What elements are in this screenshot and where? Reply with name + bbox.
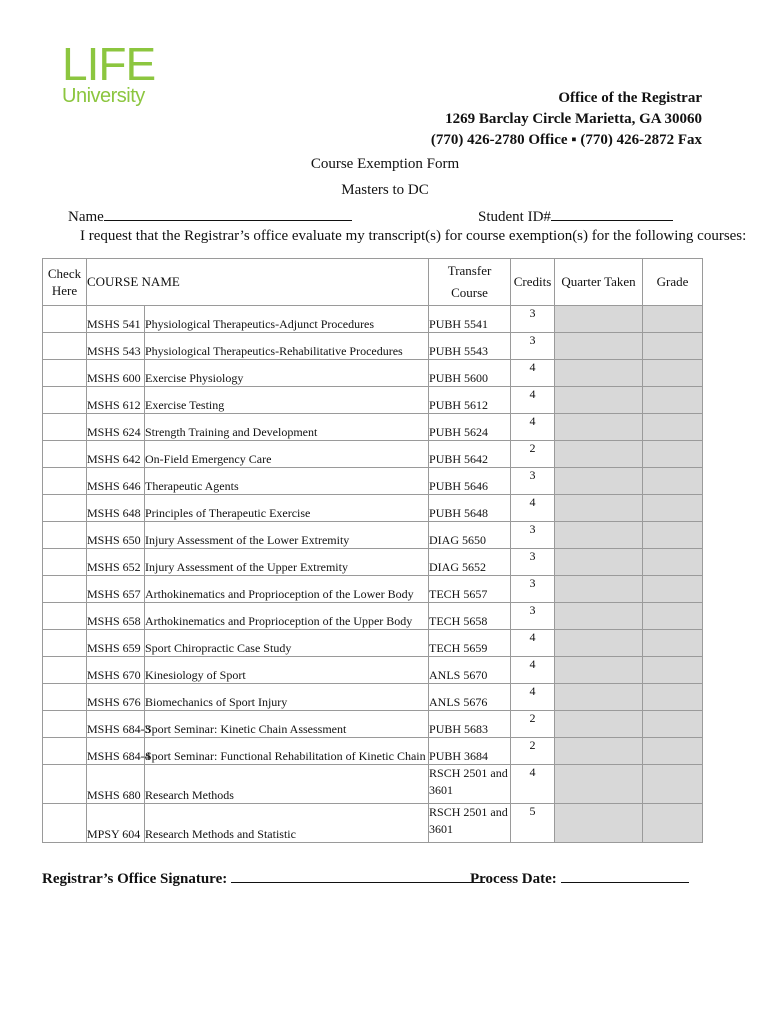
- check-cell[interactable]: [43, 657, 87, 684]
- quarter-taken-cell[interactable]: [555, 765, 643, 804]
- course-code: MSHS 657: [87, 576, 145, 603]
- transfer-course: ANLS 5670: [429, 657, 511, 684]
- course-code: MSHS 676: [87, 684, 145, 711]
- course-title: Injury Assessment of the Upper Extremity: [145, 549, 429, 576]
- check-cell[interactable]: [43, 495, 87, 522]
- credits-value: 3: [511, 468, 555, 495]
- transfer-course: PUBH 5648: [429, 495, 511, 522]
- transfer-course: DIAG 5652: [429, 549, 511, 576]
- transfer-course: TECH 5659: [429, 630, 511, 657]
- table-row: [43, 630, 703, 657]
- transfer-course: PUBH 5646: [429, 468, 511, 495]
- course-title: On-Field Emergency Care: [145, 441, 429, 468]
- table-header-row: [43, 259, 703, 306]
- transfer-course: PUBH 5683: [429, 711, 511, 738]
- quarter-taken-cell[interactable]: [555, 306, 643, 333]
- process-date-underline[interactable]: [561, 868, 689, 883]
- credits-value: 4: [511, 630, 555, 657]
- credits-value: 3: [511, 333, 555, 360]
- form-subtitle: Masters to DC: [341, 182, 429, 198]
- quarter-taken-cell[interactable]: [555, 522, 643, 549]
- check-cell[interactable]: [43, 630, 87, 657]
- quarter-taken-cell[interactable]: [555, 630, 643, 657]
- credits-value: 2: [511, 738, 555, 765]
- table-row: [43, 468, 703, 495]
- course-code: MSHS 600: [87, 360, 145, 387]
- check-cell[interactable]: [43, 549, 87, 576]
- process-date-field[interactable]: [470, 868, 689, 888]
- check-here-header: Check Here: [43, 259, 87, 306]
- table-row: [43, 522, 703, 549]
- course-code: MSHS 680: [87, 765, 145, 804]
- table-row: [43, 657, 703, 684]
- check-cell[interactable]: [43, 738, 87, 765]
- logo-line2: University: [62, 85, 145, 107]
- table-row: [43, 360, 703, 387]
- course-title: Sport Seminar: Functional Rehabilitation of Kinetic Chain: [145, 738, 429, 765]
- table-row: [43, 387, 703, 414]
- transfer-course: PUBH 5541: [429, 306, 511, 333]
- quarter-taken-cell[interactable]: [555, 387, 643, 414]
- student-id-underline[interactable]: [551, 206, 673, 221]
- credits-value: 4: [511, 387, 555, 414]
- course-code: MSHS 642: [87, 441, 145, 468]
- course-code: MSHS 650: [87, 522, 145, 549]
- quarter-taken-cell[interactable]: [555, 414, 643, 441]
- course-code: MSHS 612: [87, 387, 145, 414]
- grade-cell[interactable]: [643, 549, 703, 576]
- check-cell[interactable]: [43, 765, 87, 804]
- course-title: Sport Seminar: Kinetic Chain Assessment: [145, 711, 429, 738]
- course-code: MSHS 648: [87, 495, 145, 522]
- credits-value: 4: [511, 414, 555, 441]
- course-code: MSHS 659: [87, 630, 145, 657]
- course-title: Strength Training and Development: [145, 414, 429, 441]
- course-code: MSHS 684-3: [87, 711, 145, 738]
- transfer-course: TECH 5657: [429, 576, 511, 603]
- credits-value: 3: [511, 306, 555, 333]
- quarter-taken-cell[interactable]: [555, 360, 643, 387]
- grade-header: Grade: [643, 259, 703, 306]
- grade-cell[interactable]: [643, 306, 703, 333]
- course-title: Physiological Therapeutics-Adjunct Procedures: [145, 306, 429, 333]
- name-label: Name: [68, 209, 104, 225]
- grade-cell[interactable]: [643, 630, 703, 657]
- quarter-taken-cell[interactable]: [555, 333, 643, 360]
- request-statement: I request that the Registrar’s office evaluate my transcript(s) for course exemption(s) for the following courses:: [80, 228, 747, 244]
- transfer-course: RSCH 2501 and 3601: [429, 804, 511, 843]
- quarter-taken-cell[interactable]: [555, 711, 643, 738]
- table-row: [43, 306, 703, 333]
- course-code: MSHS 670: [87, 657, 145, 684]
- table-row: [43, 711, 703, 738]
- grade-cell[interactable]: [643, 387, 703, 414]
- registrar-signature-field[interactable]: [42, 868, 485, 888]
- office-title: Office of the Registrar: [558, 90, 702, 106]
- form-title: Course Exemption Form: [310, 156, 460, 172]
- table-row: [43, 549, 703, 576]
- credits-value: 4: [511, 360, 555, 387]
- transfer-course: RSCH 2501 and 3601: [429, 765, 511, 804]
- table-row: [43, 495, 703, 522]
- grade-cell[interactable]: [643, 657, 703, 684]
- course-title: Research Methods and Statistic: [145, 804, 429, 843]
- credits-value: 4: [511, 495, 555, 522]
- table-row: [43, 441, 703, 468]
- student-id-label: Student ID#: [478, 209, 551, 225]
- credits-value: 4: [511, 684, 555, 711]
- quarter-taken-cell[interactable]: [555, 468, 643, 495]
- course-exemption-table: [42, 258, 703, 843]
- quarter-taken-cell[interactable]: [555, 684, 643, 711]
- course-code: MPSY 604: [87, 804, 145, 843]
- check-cell[interactable]: [43, 306, 87, 333]
- transfer-course: PUBH 5612: [429, 387, 511, 414]
- quarter-taken-cell[interactable]: [555, 804, 643, 843]
- transfer-course: PUBH 3684: [429, 738, 511, 765]
- credits-value: 3: [511, 603, 555, 630]
- office-phone: (770) 426-2780 Office ▪ (770) 426-2872 Fax: [430, 132, 702, 148]
- table-row: [43, 684, 703, 711]
- grade-cell[interactable]: [643, 495, 703, 522]
- check-cell[interactable]: [43, 360, 87, 387]
- credits-value: 5: [511, 804, 555, 843]
- grade-cell[interactable]: [643, 684, 703, 711]
- transfer-course: PUBH 5543: [429, 333, 511, 360]
- check-cell[interactable]: [43, 684, 87, 711]
- quarter-taken-cell[interactable]: [555, 738, 643, 765]
- grade-cell[interactable]: [643, 804, 703, 843]
- transfer-course: DIAG 5650: [429, 522, 511, 549]
- check-cell[interactable]: [43, 576, 87, 603]
- course-title: Arthokinematics and Proprioception of the Lower Body: [145, 576, 429, 603]
- table-row: [43, 804, 703, 843]
- grade-cell[interactable]: [643, 765, 703, 804]
- transfer-course: PUBH 5600: [429, 360, 511, 387]
- quarter-taken-cell[interactable]: [555, 603, 643, 630]
- table-row: [43, 765, 703, 804]
- course-code: MSHS 543: [87, 333, 145, 360]
- grade-cell[interactable]: [643, 603, 703, 630]
- check-cell[interactable]: [43, 522, 87, 549]
- quarter-taken-cell[interactable]: [555, 549, 643, 576]
- course-code: MSHS 658: [87, 603, 145, 630]
- name-underline[interactable]: [104, 206, 352, 221]
- course-title: Sport Chiropractic Case Study: [145, 630, 429, 657]
- course-title: Physiological Therapeutics-Rehabilitative Procedures: [145, 333, 429, 360]
- table-row: [43, 414, 703, 441]
- transfer-course: PUBH 5624: [429, 414, 511, 441]
- quarter-taken-cell[interactable]: [555, 657, 643, 684]
- name-field[interactable]: [68, 206, 352, 226]
- grade-cell[interactable]: [643, 441, 703, 468]
- quarter-taken-cell[interactable]: [555, 495, 643, 522]
- course-title: Arthokinematics and Proprioception of the Upper Body: [145, 603, 429, 630]
- grade-cell[interactable]: [643, 360, 703, 387]
- check-cell[interactable]: [43, 468, 87, 495]
- check-cell[interactable]: [43, 414, 87, 441]
- credits-value: 4: [511, 765, 555, 804]
- table-row: [43, 576, 703, 603]
- credits-value: 3: [511, 549, 555, 576]
- credits-value: 2: [511, 711, 555, 738]
- credits-header: Credits: [511, 259, 555, 306]
- grade-cell[interactable]: [643, 711, 703, 738]
- grade-cell[interactable]: [643, 333, 703, 360]
- check-cell[interactable]: [43, 441, 87, 468]
- course-title: Injury Assessment of the Lower Extremity: [145, 522, 429, 549]
- check-cell[interactable]: [43, 603, 87, 630]
- course-name-header: COURSE NAME: [87, 259, 429, 306]
- quarter-taken-cell[interactable]: [555, 441, 643, 468]
- course-code: MSHS 684-4: [87, 738, 145, 765]
- course-code: MSHS 646: [87, 468, 145, 495]
- check-cell[interactable]: [43, 333, 87, 360]
- life-university-logo: [62, 38, 156, 107]
- transfer-course: TECH 5658: [429, 603, 511, 630]
- check-cell[interactable]: [43, 711, 87, 738]
- course-code: MSHS 652: [87, 549, 145, 576]
- check-cell[interactable]: [43, 804, 87, 843]
- course-title: Exercise Testing: [145, 387, 429, 414]
- signature-label: Registrar’s Office Signature:: [42, 871, 228, 887]
- course-title: Therapeutic Agents: [145, 468, 429, 495]
- grade-cell[interactable]: [643, 738, 703, 765]
- course-title: Exercise Physiology: [145, 360, 429, 387]
- credits-value: 4: [511, 657, 555, 684]
- course-code: MSHS 624: [87, 414, 145, 441]
- office-address: 1269 Barclay Circle Marietta, GA 30060: [445, 111, 702, 127]
- transfer-course-header: Transfer Course: [429, 259, 511, 306]
- course-title: Research Methods: [145, 765, 429, 804]
- quarter-taken-cell[interactable]: [555, 576, 643, 603]
- grade-cell[interactable]: [643, 414, 703, 441]
- table-row: [43, 603, 703, 630]
- course-title: Biomechanics of Sport Injury: [145, 684, 429, 711]
- transfer-course: PUBH 5642: [429, 441, 511, 468]
- grade-cell[interactable]: [643, 576, 703, 603]
- process-date-label: Process Date:: [470, 871, 557, 887]
- grade-cell[interactable]: [643, 522, 703, 549]
- course-code: MSHS 541: [87, 306, 145, 333]
- credits-value: 3: [511, 576, 555, 603]
- grade-cell[interactable]: [643, 468, 703, 495]
- logo-line1: LIFE: [62, 38, 156, 90]
- credits-value: 3: [511, 522, 555, 549]
- table-row: [43, 333, 703, 360]
- course-title: Principles of Therapeutic Exercise: [145, 495, 429, 522]
- registrar-office-block: [431, 88, 702, 151]
- student-id-field[interactable]: [478, 206, 673, 226]
- check-cell[interactable]: [43, 387, 87, 414]
- course-title: Kinesiology of Sport: [145, 657, 429, 684]
- table-row: [43, 738, 703, 765]
- transfer-course: ANLS 5676: [429, 684, 511, 711]
- signature-underline[interactable]: [231, 868, 485, 883]
- quarter-taken-header: Quarter Taken: [555, 259, 643, 306]
- credits-value: 2: [511, 441, 555, 468]
